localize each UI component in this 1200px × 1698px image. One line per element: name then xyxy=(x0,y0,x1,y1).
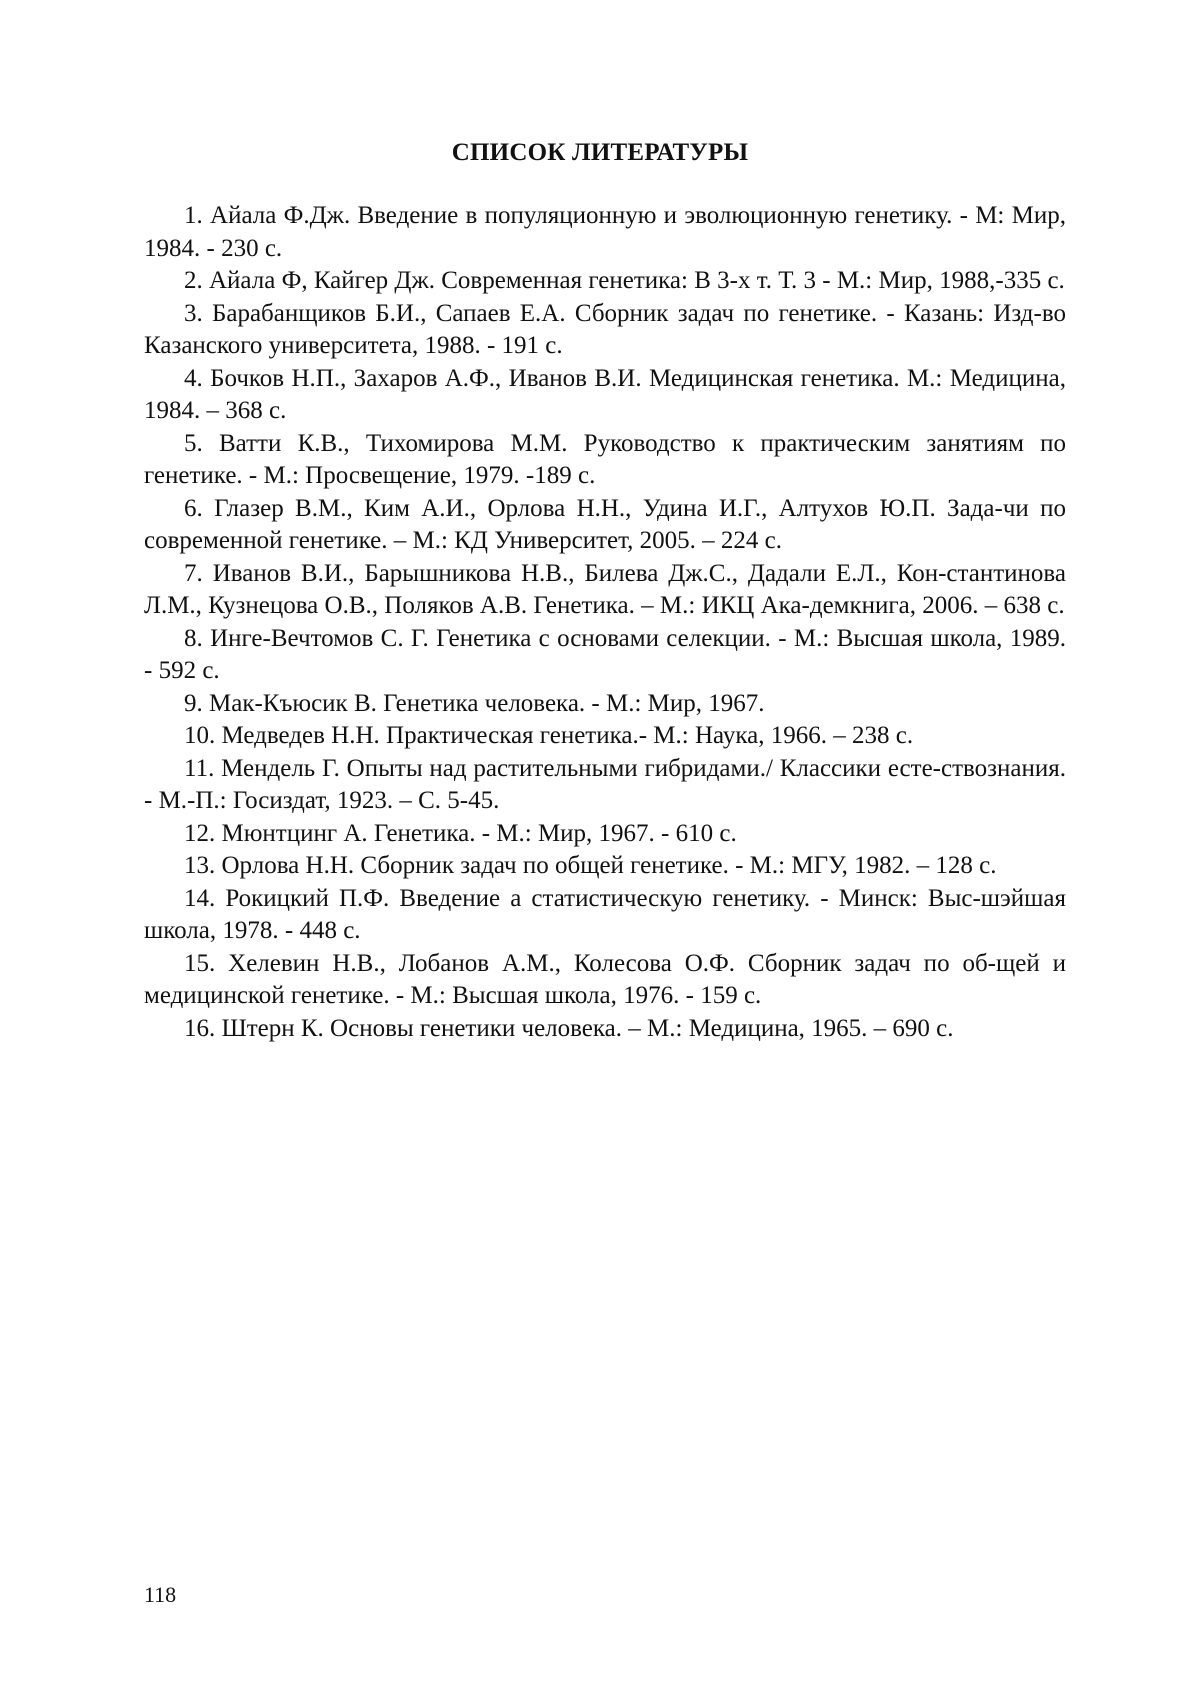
reference-text: Мюнтцинг А. Генетика. - М.: Мир, 1967. - 610 с. xyxy=(221,819,737,847)
reference-item xyxy=(144,818,1066,851)
reference-item xyxy=(144,883,1066,948)
reference-item xyxy=(144,720,1066,753)
reference-number: 13. xyxy=(184,852,216,879)
reference-number: 5. xyxy=(184,429,203,457)
reference-number: 3. xyxy=(184,299,203,327)
reference-text: Айала Ф.Дж. Введение в популяционную и эволюционную генетику. - М: Мир, 1984. - 230 с. xyxy=(144,202,1066,262)
reference-item xyxy=(144,688,1066,721)
reference-text: Ватти К.В., Тихомирова М.М. Руководство к практическим занятиям по генетике. - М.: Просвещение, 1979. -189 с. xyxy=(144,429,1066,489)
reference-item xyxy=(144,298,1066,363)
reference-number: 16. xyxy=(184,1014,216,1042)
reference-item xyxy=(144,948,1066,1013)
reference-number: 1. xyxy=(184,202,203,229)
reference-text: Медведев Н.Н. Практическая генетика.- М.: Наука, 1966. – 238 с. xyxy=(221,722,914,749)
page-number: 118 xyxy=(144,1582,177,1607)
reference-text: Глазер В.М., Ким А.И., Орлова Н.Н., Удина И.Г., Алтухов Ю.П. Зада-чи по современной генетике. – М.: КД Университет, 2005. – 224 с. xyxy=(144,494,1066,554)
reference-text: Мендель Г. Опыты над растительными гибридами./ Классики есте-ствознания. - М.-П.: Госиздат, 1923. – С. 5-45. xyxy=(144,754,1067,814)
reference-item xyxy=(144,200,1066,265)
reference-number: 2. xyxy=(184,267,203,294)
reference-item xyxy=(144,753,1066,818)
reference-text: Барабанщиков Б.И., Сапаев Е.А. Сборник задач по генетике. - Казань: Изд-во Казанского университета, 1988. - 191 с. xyxy=(144,299,1066,359)
reference-number: 11. xyxy=(184,754,215,782)
reference-item xyxy=(144,493,1066,558)
reference-item xyxy=(144,265,1066,298)
reference-number: 10. xyxy=(184,722,216,749)
reference-number: 8. xyxy=(184,624,203,652)
reference-number: 6. xyxy=(184,494,203,522)
reference-item xyxy=(144,363,1066,428)
reference-text: Инге-Вечтомов С. Г. Генетика с основами селекции. - М.: Высшая школа, 1989. - 592 с. xyxy=(144,624,1066,684)
reference-text: Бочков Н.П., Захаров А.Ф., Иванов В.И. Медицинская генетика. М.: Медицина, 1984. – 368 с. xyxy=(144,364,1066,424)
reference-number: 9. xyxy=(184,689,203,717)
reference-text: Мак-Къюсик В. Генетика человека. - М.: Мир, 1967. xyxy=(209,689,765,717)
reference-number: 15. xyxy=(184,949,216,977)
reference-item xyxy=(144,850,1066,883)
reference-text: Айала Ф, Кайгер Дж. Современная генетика: В 3-х т. Т. 3 - М.: Мир, 1988,-335 с. xyxy=(209,267,1065,294)
reference-item xyxy=(144,1013,1066,1046)
page-title: СПИСОК ЛИТЕРАТУРЫ xyxy=(451,139,749,166)
reference-item xyxy=(144,428,1066,493)
reference-text: Орлова Н.Н. Сборник задач по общей генетике. - М.: МГУ, 1982. – 128 с. xyxy=(221,852,997,879)
reference-number: 7. xyxy=(184,559,203,587)
reference-text: Иванов В.И., Барышникова Н.В., Билева Дж.С., Дадали Е.Л., Кон-стантинова Л.М., Кузнецова О.В., Поляков А.В. Генетика. – М.: ИКЦ Ака-демкнига, 2006. – 638 с. xyxy=(144,559,1066,619)
reference-list xyxy=(144,200,1066,1045)
reference-text: Штерн К. Основы генетики человека. – М.: Медицина, 1965. – 690 с. xyxy=(221,1014,954,1042)
reference-number: 4. xyxy=(184,364,203,392)
reference-number: 12. xyxy=(184,819,216,847)
reference-text: Хелевин Н.В., Лобанов А.М., Колесова О.Ф. Сборник задач по об-щей и медицинской генетике. - М.: Высшая школа, 1976. - 159 с. xyxy=(144,949,1067,1009)
reference-item xyxy=(144,623,1066,688)
reference-number: 14. xyxy=(184,884,216,912)
reference-text: Рокицкий П.Ф. Введение а статистическую генетику. - Минск: Выс-шэйшая школа, 1978. - 448 с. xyxy=(144,884,1066,944)
reference-item xyxy=(144,558,1066,623)
